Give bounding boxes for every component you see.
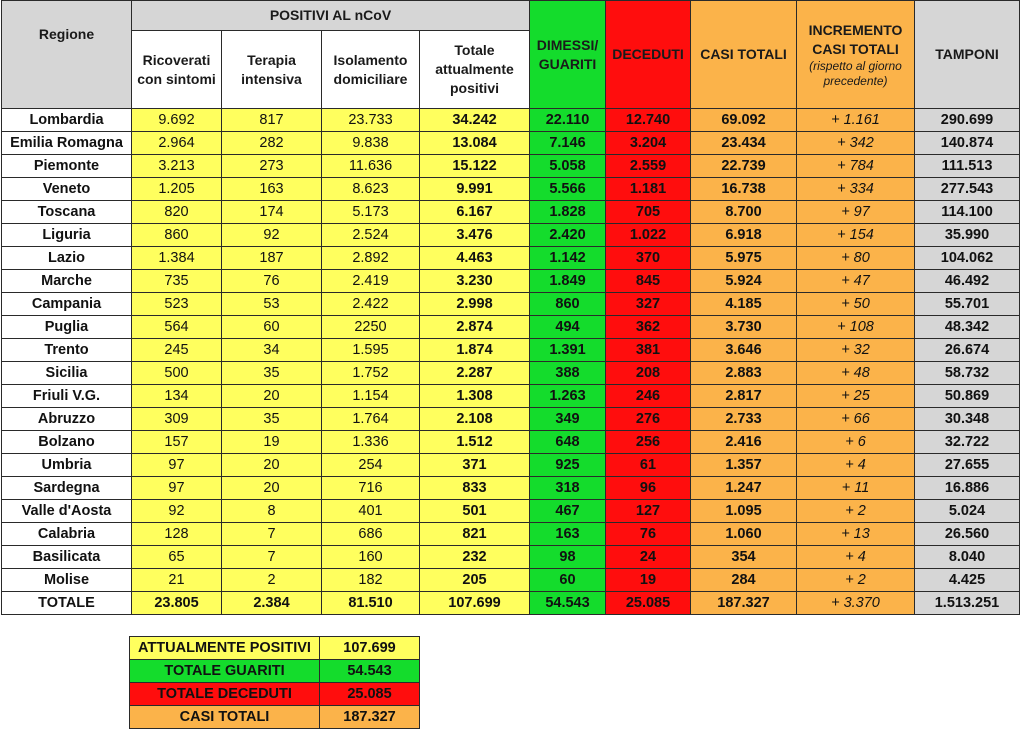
cell-totale-positivi: 1.308 [420, 385, 530, 408]
cell-isolamento: 1.595 [322, 339, 420, 362]
cell-ricoverati: 97 [132, 454, 222, 477]
table-row [2, 132, 1020, 155]
header-deceduti: DECEDUTI [606, 1, 691, 109]
cell-ricoverati: 65 [132, 546, 222, 569]
cell-terapia: 60 [222, 316, 322, 339]
table-row [2, 431, 1020, 454]
cell-isolamento: 9.838 [322, 132, 420, 155]
cell-tamponi: 104.062 [915, 247, 1020, 270]
cell-casi-totali: 3.730 [691, 316, 797, 339]
cell-incremento: + 13 [797, 523, 915, 546]
cell-incremento: + 1.161 [797, 109, 915, 132]
cell-regione: Umbria [2, 454, 132, 477]
cell-deceduti: 19 [606, 569, 691, 592]
cell-dimessi-guariti: 1.391 [530, 339, 606, 362]
cell-casi-totali: 3.646 [691, 339, 797, 362]
cell-ricoverati: 2.964 [132, 132, 222, 155]
cell-dimessi-guariti: 467 [530, 500, 606, 523]
cell-incremento: + 2 [797, 500, 915, 523]
cell-terapia: 163 [222, 178, 322, 201]
cell-regione: Piemonte [2, 155, 132, 178]
cell-ricoverati: 97 [132, 477, 222, 500]
cell-casi-totali: 16.738 [691, 178, 797, 201]
cell-isolamento: 182 [322, 569, 420, 592]
cell-regione: Calabria [2, 523, 132, 546]
summary-value: 54.543 [320, 660, 420, 683]
table-row [2, 293, 1020, 316]
cell-incremento: + 2 [797, 569, 915, 592]
cell-dimessi-guariti: 1.142 [530, 247, 606, 270]
cell-casi-totali: 284 [691, 569, 797, 592]
table-row [2, 155, 1020, 178]
cell-isolamento: 23.733 [322, 109, 420, 132]
cell-totale-positivi: 501 [420, 500, 530, 523]
cell-deceduti: 12.740 [606, 109, 691, 132]
cell-regione: Trento [2, 339, 132, 362]
cell-totale-positivi: 2.998 [420, 293, 530, 316]
cell-deceduti: 327 [606, 293, 691, 316]
cell-deceduti: 127 [606, 500, 691, 523]
cell-ricoverati: 309 [132, 408, 222, 431]
cell-terapia: 273 [222, 155, 322, 178]
cell-incremento: + 50 [797, 293, 915, 316]
cell-incremento: + 334 [797, 178, 915, 201]
cell-casi-totali: 354 [691, 546, 797, 569]
cell-casi-totali: 2.817 [691, 385, 797, 408]
cell-terapia: 7 [222, 523, 322, 546]
cell-terapia: 817 [222, 109, 322, 132]
cell-dimessi-guariti: 54.543 [530, 592, 606, 615]
summary-row [130, 637, 420, 660]
cell-deceduti: 845 [606, 270, 691, 293]
summary-label: TOTALE GUARITI [130, 660, 320, 683]
cell-regione: Lazio [2, 247, 132, 270]
table-row [2, 385, 1020, 408]
cell-incremento: + 97 [797, 201, 915, 224]
total-row [2, 592, 1020, 615]
cell-regione: Basilicata [2, 546, 132, 569]
cell-totale-positivi: 232 [420, 546, 530, 569]
cell-totale-positivi: 3.476 [420, 224, 530, 247]
header-dimessi-guariti: DIMESSI/ GUARITI [530, 1, 606, 109]
cell-isolamento: 401 [322, 500, 420, 523]
cell-regione: Sicilia [2, 362, 132, 385]
cell-regione: Lombardia [2, 109, 132, 132]
summary-label: ATTUALMENTE POSITIVI [130, 637, 320, 660]
cell-incremento: + 32 [797, 339, 915, 362]
cell-isolamento: 11.636 [322, 155, 420, 178]
cell-regione: Marche [2, 270, 132, 293]
cell-regione: Toscana [2, 201, 132, 224]
cell-deceduti: 1.181 [606, 178, 691, 201]
cell-regione: Abruzzo [2, 408, 132, 431]
cell-incremento: + 342 [797, 132, 915, 155]
cell-ricoverati: 21 [132, 569, 222, 592]
cell-isolamento: 2.422 [322, 293, 420, 316]
cell-terapia: 35 [222, 362, 322, 385]
cell-terapia: 19 [222, 431, 322, 454]
cell-tamponi: 8.040 [915, 546, 1020, 569]
cell-incremento: + 80 [797, 247, 915, 270]
cell-ricoverati: 23.805 [132, 592, 222, 615]
cell-ricoverati: 1.205 [132, 178, 222, 201]
summary-table [129, 636, 420, 729]
cell-regione: Puglia [2, 316, 132, 339]
cell-deceduti: 1.022 [606, 224, 691, 247]
cell-totale-positivi: 107.699 [420, 592, 530, 615]
cell-regione: Bolzano [2, 431, 132, 454]
cell-dimessi-guariti: 494 [530, 316, 606, 339]
cell-dimessi-guariti: 925 [530, 454, 606, 477]
cell-incremento: + 4 [797, 546, 915, 569]
cell-deceduti: 208 [606, 362, 691, 385]
cell-regione: Sardegna [2, 477, 132, 500]
cell-ricoverati: 245 [132, 339, 222, 362]
cell-dimessi-guariti: 648 [530, 431, 606, 454]
cell-deceduti: 3.204 [606, 132, 691, 155]
cell-terapia: 8 [222, 500, 322, 523]
cell-incremento: + 11 [797, 477, 915, 500]
header-ricoverati: Ricoverati con sintomi [132, 31, 222, 109]
cell-isolamento: 2250 [322, 316, 420, 339]
cell-regione: Friuli V.G. [2, 385, 132, 408]
cell-totale-positivi: 15.122 [420, 155, 530, 178]
header-incremento [797, 1, 915, 109]
cell-incremento: + 66 [797, 408, 915, 431]
cell-ricoverati: 564 [132, 316, 222, 339]
cell-terapia: 2.384 [222, 592, 322, 615]
cell-deceduti: 246 [606, 385, 691, 408]
cell-dimessi-guariti: 5.058 [530, 155, 606, 178]
header-casi-totali: CASI TOTALI [691, 1, 797, 109]
cell-tamponi: 58.732 [915, 362, 1020, 385]
cell-tamponi: 5.024 [915, 500, 1020, 523]
cell-terapia: 76 [222, 270, 322, 293]
cell-totale-positivi: 2.108 [420, 408, 530, 431]
table-row [2, 500, 1020, 523]
cell-isolamento: 716 [322, 477, 420, 500]
cell-deceduti: 381 [606, 339, 691, 362]
cell-casi-totali: 2.416 [691, 431, 797, 454]
cell-casi-totali: 23.434 [691, 132, 797, 155]
cell-incremento: + 154 [797, 224, 915, 247]
cell-tamponi: 26.560 [915, 523, 1020, 546]
cell-tamponi: 32.722 [915, 431, 1020, 454]
cell-totale-positivi: 4.463 [420, 247, 530, 270]
cell-totale-positivi: 34.242 [420, 109, 530, 132]
cell-terapia: 20 [222, 477, 322, 500]
cell-casi-totali: 1.247 [691, 477, 797, 500]
cell-totale-positivi: 3.230 [420, 270, 530, 293]
cell-deceduti: 2.559 [606, 155, 691, 178]
cell-isolamento: 1.154 [322, 385, 420, 408]
cell-tamponi: 290.699 [915, 109, 1020, 132]
cell-regione: Valle d'Aosta [2, 500, 132, 523]
table-row [2, 247, 1020, 270]
header-regione: Regione [2, 1, 132, 109]
summary-body [130, 637, 420, 729]
cell-terapia: 92 [222, 224, 322, 247]
cell-deceduti: 76 [606, 523, 691, 546]
summary-value: 187.327 [320, 706, 420, 729]
cell-tamponi: 26.674 [915, 339, 1020, 362]
header-positivi-group: POSITIVI AL nCoV [132, 1, 530, 31]
cell-deceduti: 256 [606, 431, 691, 454]
cell-ricoverati: 735 [132, 270, 222, 293]
table-row [2, 339, 1020, 362]
cell-isolamento: 1.764 [322, 408, 420, 431]
cell-terapia: 20 [222, 385, 322, 408]
cell-deceduti: 705 [606, 201, 691, 224]
table-row [2, 362, 1020, 385]
cell-dimessi-guariti: 1.828 [530, 201, 606, 224]
table-row [2, 109, 1020, 132]
cell-dimessi-guariti: 1.263 [530, 385, 606, 408]
cell-totale-positivi: 1.874 [420, 339, 530, 362]
cell-dimessi-guariti: 5.566 [530, 178, 606, 201]
cell-tamponi: 48.342 [915, 316, 1020, 339]
cell-ricoverati: 500 [132, 362, 222, 385]
cell-isolamento: 254 [322, 454, 420, 477]
cell-deceduti: 276 [606, 408, 691, 431]
incremento-label: INCREMENTO CASI TOTALI [808, 21, 903, 57]
cell-isolamento: 5.173 [322, 201, 420, 224]
summary-row [130, 660, 420, 683]
cell-deceduti: 61 [606, 454, 691, 477]
cell-totale-positivi: 9.991 [420, 178, 530, 201]
cell-totale-positivi: 1.512 [420, 431, 530, 454]
cell-incremento: + 47 [797, 270, 915, 293]
cell-casi-totali: 6.918 [691, 224, 797, 247]
summary-label: TOTALE DECEDUTI [130, 683, 320, 706]
cell-deceduti: 370 [606, 247, 691, 270]
cell-dimessi-guariti: 22.110 [530, 109, 606, 132]
cell-terapia: 20 [222, 454, 322, 477]
table-row [2, 546, 1020, 569]
cell-tamponi: 46.492 [915, 270, 1020, 293]
cell-isolamento: 1.752 [322, 362, 420, 385]
cell-dimessi-guariti: 163 [530, 523, 606, 546]
cell-terapia: 53 [222, 293, 322, 316]
cell-dimessi-guariti: 60 [530, 569, 606, 592]
cell-incremento: + 784 [797, 155, 915, 178]
cell-terapia: 282 [222, 132, 322, 155]
cell-isolamento: 160 [322, 546, 420, 569]
summary-label: CASI TOTALI [130, 706, 320, 729]
cell-ricoverati: 157 [132, 431, 222, 454]
cell-casi-totali: 1.060 [691, 523, 797, 546]
cell-ricoverati: 128 [132, 523, 222, 546]
cell-tamponi: 30.348 [915, 408, 1020, 431]
cell-casi-totali: 4.185 [691, 293, 797, 316]
cell-deceduti: 96 [606, 477, 691, 500]
cell-casi-totali: 22.739 [691, 155, 797, 178]
cell-regione: Liguria [2, 224, 132, 247]
cell-regione: Molise [2, 569, 132, 592]
cell-deceduti: 362 [606, 316, 691, 339]
cell-totale-positivi: 205 [420, 569, 530, 592]
cell-tamponi: 277.543 [915, 178, 1020, 201]
cell-tamponi: 111.513 [915, 155, 1020, 178]
cell-casi-totali: 5.975 [691, 247, 797, 270]
cell-incremento: + 3.370 [797, 592, 915, 615]
cell-casi-totali: 1.095 [691, 500, 797, 523]
cell-tamponi: 4.425 [915, 569, 1020, 592]
table-row [2, 408, 1020, 431]
cell-ricoverati: 820 [132, 201, 222, 224]
cell-tamponi: 16.886 [915, 477, 1020, 500]
cell-ricoverati: 9.692 [132, 109, 222, 132]
table-row [2, 178, 1020, 201]
cell-dimessi-guariti: 388 [530, 362, 606, 385]
table-row [2, 523, 1020, 546]
cell-ricoverati: 523 [132, 293, 222, 316]
table-row [2, 201, 1020, 224]
cell-ricoverati: 1.384 [132, 247, 222, 270]
cell-regione: Veneto [2, 178, 132, 201]
cell-terapia: 187 [222, 247, 322, 270]
cell-terapia: 7 [222, 546, 322, 569]
summary-value: 107.699 [320, 637, 420, 660]
cell-dimessi-guariti: 98 [530, 546, 606, 569]
summary-row [130, 706, 420, 729]
cell-incremento: + 25 [797, 385, 915, 408]
header-tamponi: TAMPONI [915, 1, 1020, 109]
cell-terapia: 174 [222, 201, 322, 224]
cell-dimessi-guariti: 860 [530, 293, 606, 316]
cell-casi-totali: 69.092 [691, 109, 797, 132]
cell-dimessi-guariti: 7.146 [530, 132, 606, 155]
cell-deceduti: 24 [606, 546, 691, 569]
cell-tamponi: 35.990 [915, 224, 1020, 247]
cell-regione: TOTALE [2, 592, 132, 615]
cell-totale-positivi: 2.287 [420, 362, 530, 385]
cell-tamponi: 55.701 [915, 293, 1020, 316]
cell-ricoverati: 92 [132, 500, 222, 523]
cell-incremento: + 6 [797, 431, 915, 454]
cell-terapia: 2 [222, 569, 322, 592]
cell-tamponi: 114.100 [915, 201, 1020, 224]
incremento-note: (rispetto al giorno precedente) [809, 58, 902, 88]
cell-regione: Campania [2, 293, 132, 316]
cell-isolamento: 2.524 [322, 224, 420, 247]
table-row [2, 569, 1020, 592]
cell-tamponi: 50.869 [915, 385, 1020, 408]
cell-incremento: + 108 [797, 316, 915, 339]
cell-totale-positivi: 6.167 [420, 201, 530, 224]
cell-casi-totali: 2.733 [691, 408, 797, 431]
table-row [2, 477, 1020, 500]
cell-terapia: 34 [222, 339, 322, 362]
cell-tamponi: 1.513.251 [915, 592, 1020, 615]
header-isolamento: Isolamento domiciliare [322, 31, 420, 109]
summary-value: 25.085 [320, 683, 420, 706]
cell-totale-positivi: 13.084 [420, 132, 530, 155]
cell-casi-totali: 1.357 [691, 454, 797, 477]
table-row [2, 316, 1020, 339]
cell-dimessi-guariti: 349 [530, 408, 606, 431]
cell-totale-positivi: 833 [420, 477, 530, 500]
cell-isolamento: 2.892 [322, 247, 420, 270]
table-row [2, 224, 1020, 247]
cell-tamponi: 27.655 [915, 454, 1020, 477]
cell-casi-totali: 5.924 [691, 270, 797, 293]
cell-totale-positivi: 821 [420, 523, 530, 546]
cell-tamponi: 140.874 [915, 132, 1020, 155]
cell-casi-totali: 2.883 [691, 362, 797, 385]
cell-casi-totali: 187.327 [691, 592, 797, 615]
cell-incremento: + 48 [797, 362, 915, 385]
cell-isolamento: 2.419 [322, 270, 420, 293]
cell-totale-positivi: 2.874 [420, 316, 530, 339]
table-body [2, 109, 1020, 615]
regional-covid-table [1, 0, 1020, 615]
cell-dimessi-guariti: 318 [530, 477, 606, 500]
cell-totale-positivi: 371 [420, 454, 530, 477]
cell-isolamento: 686 [322, 523, 420, 546]
cell-ricoverati: 860 [132, 224, 222, 247]
table-row [2, 454, 1020, 477]
summary-row [130, 683, 420, 706]
cell-isolamento: 8.623 [322, 178, 420, 201]
cell-isolamento: 81.510 [322, 592, 420, 615]
table-row [2, 270, 1020, 293]
cell-incremento: + 4 [797, 454, 915, 477]
cell-regione: Emilia Romagna [2, 132, 132, 155]
cell-isolamento: 1.336 [322, 431, 420, 454]
cell-dimessi-guariti: 1.849 [530, 270, 606, 293]
cell-casi-totali: 8.700 [691, 201, 797, 224]
cell-ricoverati: 134 [132, 385, 222, 408]
cell-dimessi-guariti: 2.420 [530, 224, 606, 247]
cell-ricoverati: 3.213 [132, 155, 222, 178]
header-totale-positivi: Totale attualmente positivi [420, 31, 530, 109]
cell-terapia: 35 [222, 408, 322, 431]
header-terapia: Terapia intensiva [222, 31, 322, 109]
cell-deceduti: 25.085 [606, 592, 691, 615]
